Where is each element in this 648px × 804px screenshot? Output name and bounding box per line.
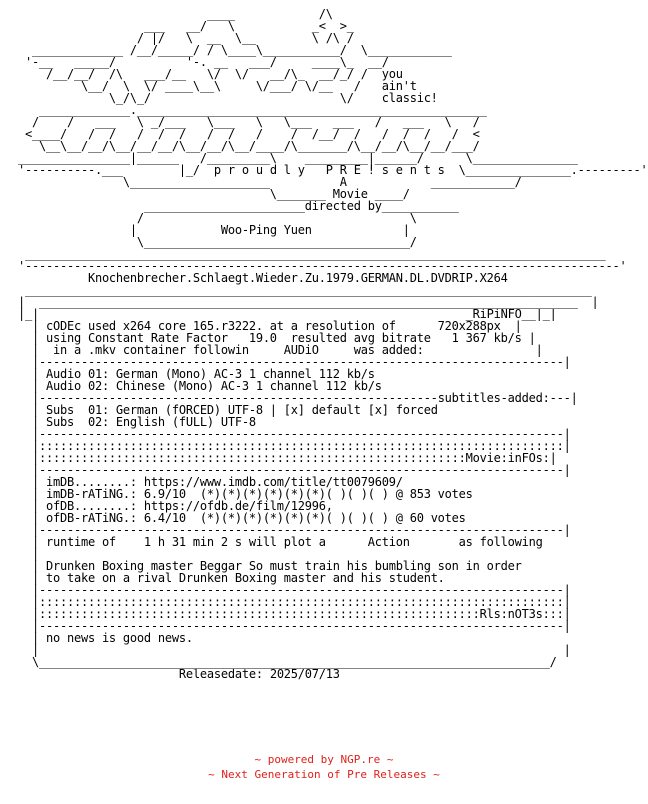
ripinfo-title: RiPiNFO xyxy=(472,307,522,321)
crf-line: using Constant Rate Factor 19.0 resulted avg bitrate 1 367 kb/s xyxy=(45,331,522,345)
directed-by-label: directed by xyxy=(304,199,382,213)
audio-line-1: Audio 01: German (Mono) AC-3 1 channel 112 kb/s xyxy=(45,367,375,381)
notes-text: no news is good news. xyxy=(45,631,193,645)
footer-tagline: ~ Next Generation of Pre Releases ~ xyxy=(208,768,440,781)
notes-title: Rls:nOT3s xyxy=(479,607,543,621)
subs-line-2: Subs 02: English (fULL) UTF-8 xyxy=(45,415,256,429)
director-name: Woo-Ping Yuen xyxy=(220,223,312,237)
subtitles-heading: subtitles-added: xyxy=(437,391,550,405)
ofdb-rating-line: ofDB-rATiNG.: 6.4/10 (*)(*)(*)(*)(*)(*)( )( )( ) @ 60 votes xyxy=(45,511,466,525)
codec-line: cODEc used x264 core 165.r3222. at a resolution of 720x288px xyxy=(45,319,501,333)
proudly-presents: p r o u d l y P R E ! s e n t s xyxy=(213,163,445,177)
ofdb-line: ofDB........: https://ofdb.de/film/12996, xyxy=(45,499,333,513)
plot-line-2: to take on a rival Drunken Boxing master and his student. xyxy=(45,571,445,585)
powered-by-link[interactable]: ~ powered by NGP.re ~ xyxy=(254,753,394,766)
container-line: in a .mkv container followin AUDiO was added: xyxy=(45,343,424,357)
footer xyxy=(0,752,648,782)
nfo-logo-art: ____ /\ ___ __/ \ _< >_ / |/ \ __ \__ \ /\ / _____________ /__/_____/ / \____\___________/ \____________ '-__ _____/ '-. __ ___/ ____\_ __/ /__/__/ /\ ___/__ \/ \/ __/\_ __/_/ / you \__/ \ \/ ____\__\ \/___/ \/__ / ain't \_/\_/ \/ classic! _____________.__________________________________________________ / / ___ \ _/___ \___ \ \___ ___ / ___ \ / <____/ / / / / / / / / / /__/ / / / / / < \__\__/__/\__/__/__/\__/__/\__/____/\_______/\__/__/\__/__/___/ xyxy=(24,7,487,153)
a-label: A xyxy=(339,175,347,189)
release-name: Knochenbrecher.Schlaegt.Wieder.Zu.1979.GERMAN.DL.DVDRIP.X264 xyxy=(87,271,508,285)
nfo-document: ____ /\ ___ __/ \ _< >_ / |/ \ __ \__ \ /\ / _____________ /__/_____/ / \____\___________/ \____________ '-__ _____/ '-. __ ___/ ____\_ __/ /__/__/ /\ ___/__ \/ \/ __/\_ __/_/ / you \__/ \ \/ ____\__\ \/___/ \/__ / ain't \_/\_/ \/ classic! _____________.__________________________________________________ / / ___ \ _/___ \___ \ \___ ___ / ___ \ / <____/ / / / / / / / / / /__/ / / / / / < \__\__/__/\__/__/__/\__/__/\__/____/\_______/\__/__/\__/__/___/ ________________|______ /_________\ _________|______/ \_______________ '----------.___ |_/ p r o u d l y P R E ! s e n t s \_______________.---------' \____________________ A ____________/ \_______ Movie ____/ _______________________directed by___________ / \ | Woo-Ping Yuen | \______________________________________/ ___________________________________________________________________________________ '-------------------------------------------------------------------------------------' Knochenbrecher.Schlaegt.Wieder.Zu.1979.GERMAN.DL.DVDRIP.X264 _________________________________________________________________________________ | _____________________________________________________________________________ | |_| _RiPiNFO__|_| | cODEc used x264 core 165.r3222. at a resolution of 720x288px | | using Constant Rate Factor 19.0 resulted avg bitrate 1 367 kb/s | | in a .mkv container followin AUDiO was added: | |---------------------------------------------------------------------------| | Audio 01: German (Mono) AC-3 1 channel 112 kb/s | Audio 02: Chinese (Mono) AC-3 1 channel 112 kb/s |---------------------------------------------------------subtitles-added:---| | Subs 01: German (fORCED) UTF-8 | [x] default [x] forced | Subs 02: English (fULL) UTF-8 |---------------------------------------------------------------------------| |:::::::::::::::::::::::::::::::::::::::::::::::::::::::::::::::::::::::::::| |:::::::::::::::::::::::::::::::::::::::::::::::::::::::::::::Movie:inFOs:| |---------------------------------------------------------------------------| | imDB........: https://www.imdb.com/title/tt0079609/ | imDB-rATiNG.: 6.9/10 (*)(*)(*)(*)(*)(*)( )( )( ) @ 853 votes | ofDB........: https://ofdb.de/film/12996, | ofDB-rATiNG.: 6.4/10 (*)(*)(*)(*)(*)(*)( )( )( ) @ 60 votes |---------------------------------------------------------------------------| | runtime of 1 h 31 min 2 s will plot a Action as following | | Drunken Boxing master Beggar So must train his bumbling son in order | to take on a rival Drunken Boxing master and his student. |---------------------------------------------------------------------------| |:::::::::::::::::::::::::::::::::::::::::::::::::::::::::::::::::::::::::::| |:::::::::::::::::::::::::::::::::::::::::::::::::::::::::::::::Rls:nOT3s:::| |---------------------------------------------------------------------------| | no news is good news. | | \_________________________________________________________________________/ Releasedate: 2025/07/13 xyxy=(18,7,648,681)
release-date: Releasedate: 2025/07/13 xyxy=(178,667,340,681)
imdb-rating-line: imDB-rATiNG.: 6.9/10 (*)(*)(*)(*)(*)(*)( )( )( ) @ 853 votes xyxy=(45,487,473,501)
movie-label: Movie xyxy=(332,187,368,201)
imdb-line: imDB........: https://www.imdb.com/title/tt0079609/ xyxy=(45,475,403,489)
runtime-line: runtime of 1 h 31 min 2 s will plot a Action as following xyxy=(45,535,543,549)
movieinfo-title: Movie:inFOs xyxy=(465,451,543,465)
audio-line-2: Audio 02: Chinese (Mono) AC-3 1 channel 112 kb/s xyxy=(45,379,382,393)
plot-line-1: Drunken Boxing master Beggar So must train his bumbling son in order xyxy=(45,559,522,573)
subs-line-1: Subs 01: German (fORCED) UTF-8 | [x] default [x] forced xyxy=(45,403,438,417)
